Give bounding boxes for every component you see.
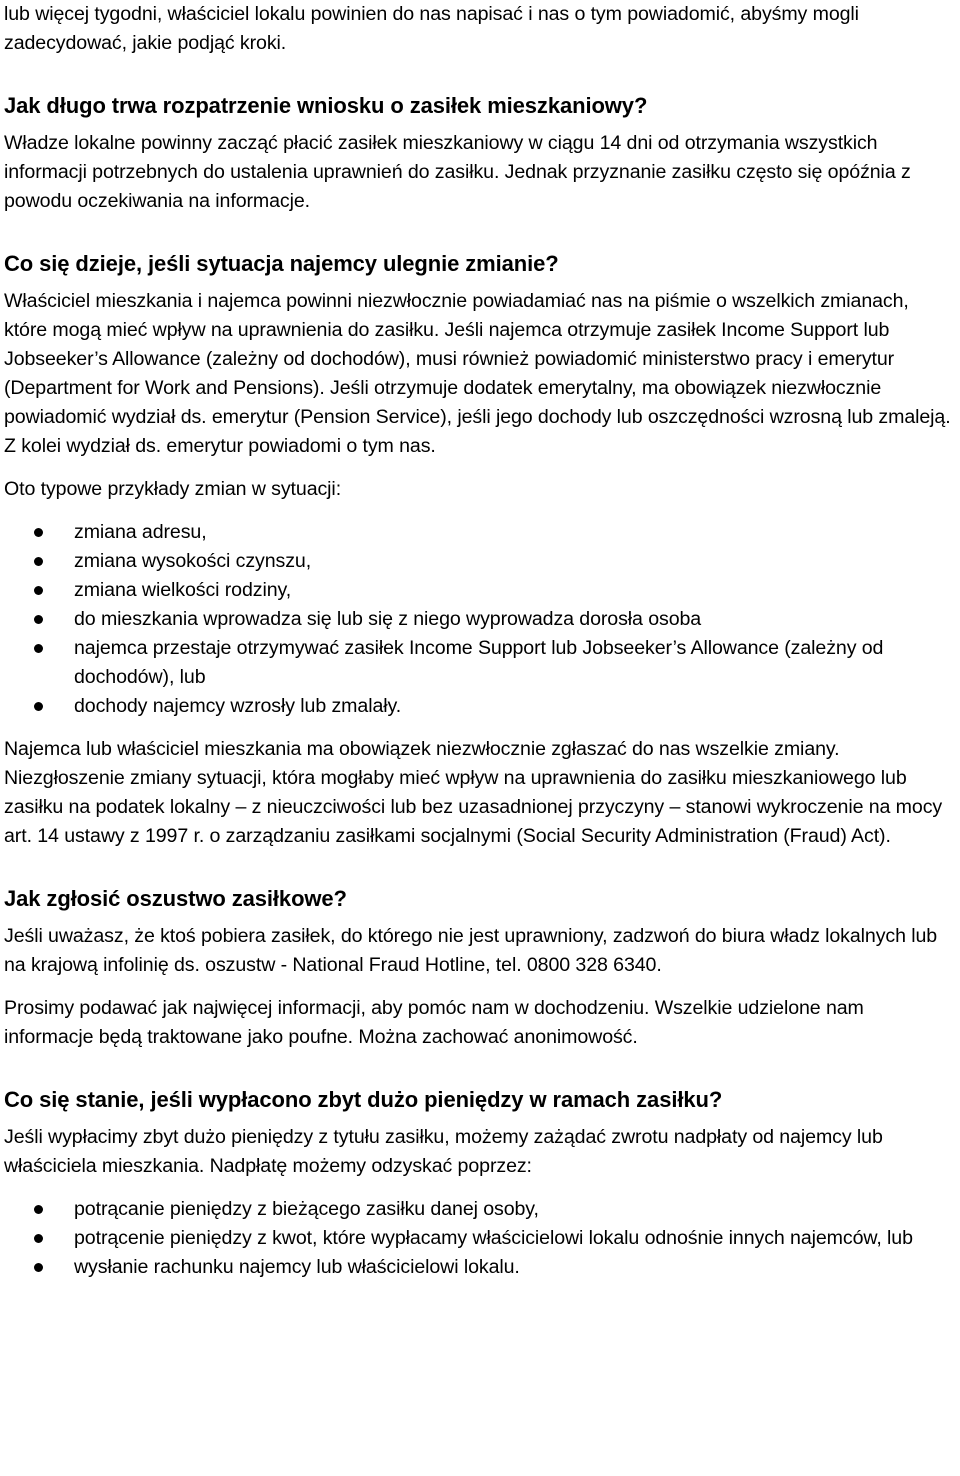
heading-report-fraud: Jak zgłosić oszustwo zasiłkowe?: [4, 886, 347, 911]
overpayment-methods-list: [4, 1195, 956, 1282]
duration-paragraph: Władze lokalne powinny zacząć płacić zasiłek mieszkaniowy w ciągu 14 dni od otrzymania wszystkich informacji potrzebnych do ustalenia uprawnień do zasiłku. Jednak przyznanie zasiłku często się opóźnia z powodu oczekiwania na informacje.: [4, 132, 911, 212]
changes-paragraph: Właściciel mieszkania i najemca powinni niezwłocznie powiadamiać nas na piśmie o wszelkich zmianach, które mogą mieć wpływ na uprawnienia do zasiłku. Jeśli najemca otrzymuje zasiłek Income Support lub Jobseeker’s Allowance (zależny od dochodów), musi również powiadomić ministerstwo pracy i emerytur (Department for Work and Pensions). Jeśli otrzymuje dodatek emerytalny, ma obowiązek niezwłocznie powiadomić wydział ds. emerytur (Pension Service), jeśli jego dochody lub oszczędności wzrosną lub zmaleją. Z kolei wydział ds. emerytur powiadomi o tym nas.: [4, 290, 951, 457]
examples-intro: Oto typowe przykłady zmian w sytuacji:: [4, 478, 342, 500]
bullet-icon: [34, 644, 43, 653]
list-item: zmiana adresu,: [4, 518, 956, 547]
overpayment-paragraph: Jeśli wypłacimy zbyt dużo pieniędzy z tytułu zasiłku, możemy zażądać zwrotu nadpłaty od najemcy lub właściciela mieszkania. Nadpłatę możemy odzyskać poprzez:: [4, 1126, 883, 1177]
list-item: zmiana wysokości czynszu,: [4, 547, 956, 576]
bullet-icon: [34, 702, 43, 711]
intro-paragraph: lub więcej tygodni, właściciel lokalu powinien do nas napisać i nas o tym powiadomić, abyśmy mogli zadecydować, jakie podjąć kroki.: [4, 3, 859, 54]
list-item: potrącenie pieniędzy z kwot, które wypłacamy właścicielowi lokalu odnośnie innych najemców, lub: [4, 1224, 956, 1253]
fraud-paragraph-hotline: Jeśli uważasz, że ktoś pobiera zasiłek, do którego nie jest uprawniony, zadzwoń do biura władz lokalnych lub na krajową infolinię ds. oszustw - National Fraud Hotline, tel. 0800 328 6340.: [4, 925, 938, 976]
list-item: najemca przestaje otrzymywać zasiłek Income Support lub Jobseeker’s Allowance (zależny od dochodów), lub: [4, 634, 956, 692]
list-item: potrącanie pieniędzy z bieżącego zasiłku danej osoby,: [4, 1195, 956, 1224]
bullet-icon: [34, 557, 43, 566]
heading-tenant-changes: Co się dzieje, jeśli sytuacja najemcy ulegnie zmianie?: [4, 251, 559, 276]
list-item: zmiana wielkości rodziny,: [4, 576, 956, 605]
list-item: do mieszkania wprowadza się lub się z niego wyprowadza dorosła osoba: [4, 605, 956, 634]
bullet-icon: [34, 1234, 43, 1243]
bullet-icon: [34, 1205, 43, 1214]
list-item: wysłanie rachunku najemcy lub właścicielowi lokalu.: [4, 1253, 956, 1282]
bullet-icon: [34, 1263, 43, 1272]
heading-overpayment: Co się stanie, jeśli wypłacono zbyt dużo pieniędzy w ramach zasiłku?: [4, 1087, 723, 1112]
bullet-icon: [34, 586, 43, 595]
changes-examples-list: [4, 518, 956, 721]
list-item: dochody najemcy wzrosły lub zmalały.: [4, 692, 956, 721]
bullet-icon: [34, 615, 43, 624]
fraud-paragraph-confidentiality: Prosimy podawać jak najwięcej informacji, aby pomóc nam w dochodzeniu. Wszelkie udzielone nam informacje będą traktowane jako poufne. Można zachować anonimowość.: [4, 997, 864, 1048]
document-page: [4, 0, 956, 1282]
bullet-icon: [34, 528, 43, 537]
changes-closing-paragraph: Najemca lub właściciel mieszkania ma obowiązek niezwłocznie zgłaszać do nas wszelkie zmiany. Niezgłoszenie zmiany sytuacji, która mogłaby mieć wpływ na uprawnienia do zasiłku mieszkaniowego lub zasiłku na podatek lokalny – z nieuczciwości lub bez uzasadnionej przyczyny – stanowi wykroczenie na mocy art. 14 ustawy z 1997 r. o zarządzaniu zasiłkami socjalnymi (Social Security Administration (Fraud) Act).: [4, 738, 943, 847]
heading-application-duration: Jak długo trwa rozpatrzenie wniosku o zasiłek mieszkaniowy?: [4, 93, 648, 118]
